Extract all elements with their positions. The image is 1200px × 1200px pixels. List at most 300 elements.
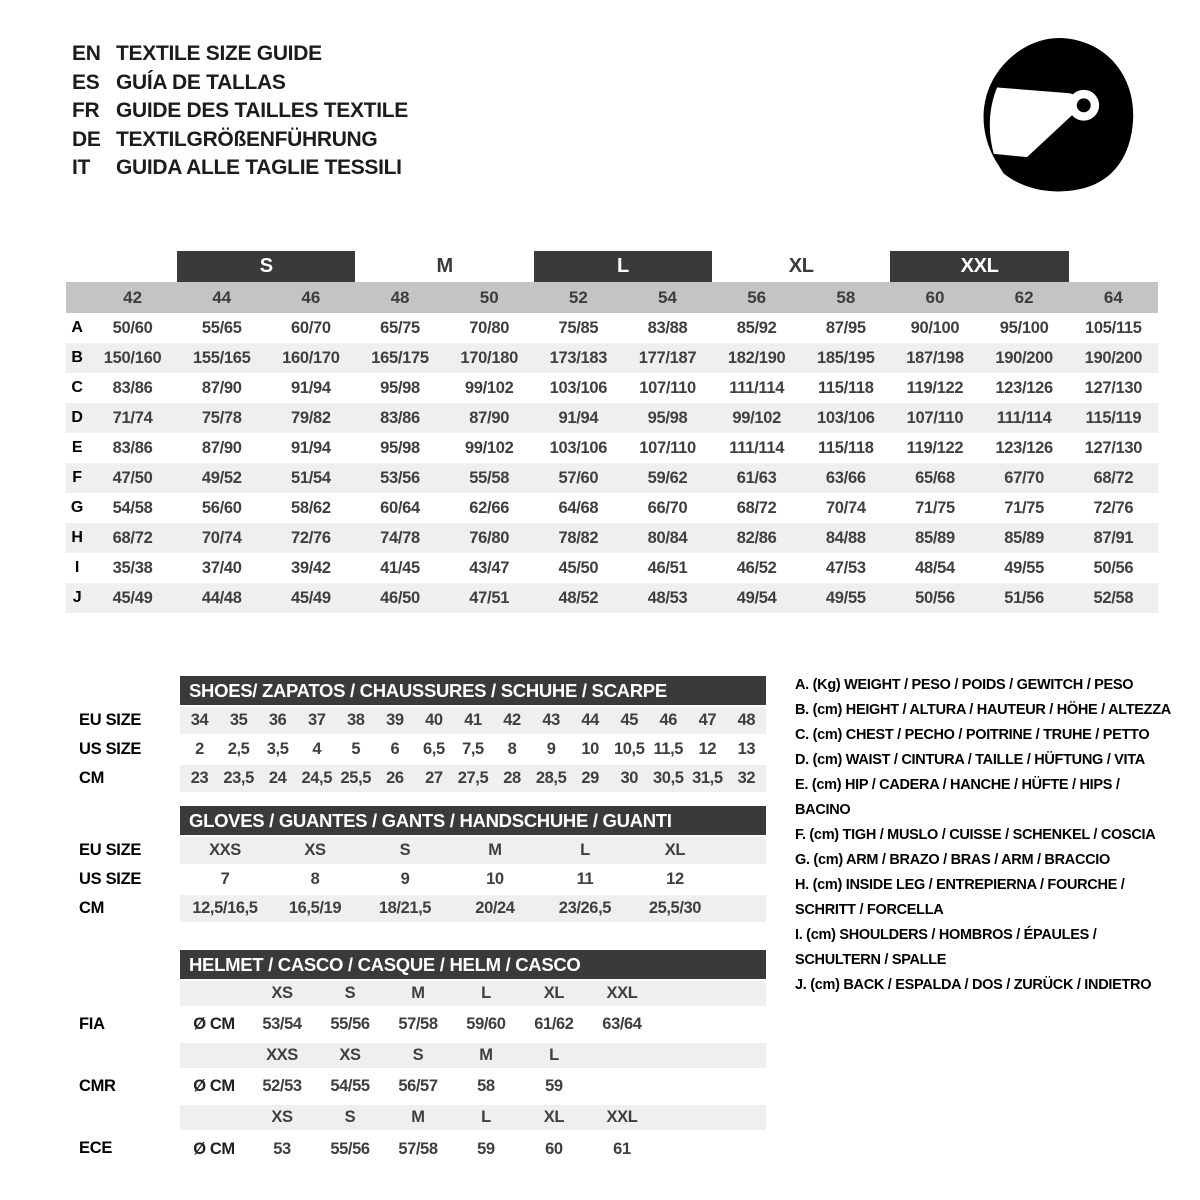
size-value: 115/119 [1069,403,1158,433]
cell: 2,5 [227,740,250,758]
cell: 18/21,5 [360,894,450,923]
cell: 45 [610,706,649,735]
size-value: 76/80 [445,523,534,553]
cell: 4 [312,740,322,758]
size-value: 72/76 [266,523,355,553]
lang-label: GUIDA ALLE TAGLIE TESSILI [116,156,402,179]
lang-code: IT [72,156,91,179]
helmet-value: 60 [545,1139,563,1158]
numeric-size-row [66,282,1158,313]
lang-label: GUÍA DE TALLAS [116,70,286,94]
lang-label: TEXTILGRÖßENFÜHRUNG [116,127,378,151]
standard-label: FIA [79,1015,105,1033]
measure-row-A [66,313,1158,343]
size-value: 165/175 [355,343,444,373]
size-value: 95/98 [623,403,712,433]
size-value: 107/110 [890,403,979,433]
cell: 13 [737,740,756,758]
size-value: 71/75 [915,498,955,517]
size-value: 82/86 [712,523,801,553]
size-value: 95/100 [999,318,1049,337]
helmet-value-row-fia [66,1007,766,1042]
cell: 8 [310,870,320,888]
size-value: 66/70 [647,498,688,517]
measure-row-C [66,373,1158,403]
legend-item: A. (Kg) WEIGHT / PESO / POIDS / GEWITCH / PESO [795,677,1134,693]
size-value: 107/110 [639,438,696,457]
measure-row-E [66,433,1158,463]
legend-item: I. (cm) SHOULDERS / HOMBROS / ÉPAULES / SCHULTERN / SPALLE [795,927,1097,968]
helmet-size: L [520,1042,588,1069]
size-row-eu-size [66,706,766,735]
unit-spacer [180,1104,248,1131]
size-value: 71/74 [88,403,177,433]
cell: L [540,836,630,865]
spacer [66,980,180,1007]
cell: 29 [571,764,610,793]
size-value: 90/100 [910,318,960,337]
size-value: 50/56 [890,583,979,613]
cell: 20/24 [450,894,540,923]
size-value: 91/94 [534,403,623,433]
size-value: 83/86 [112,438,153,457]
measure-row-I [66,553,1158,583]
unit-label: Ø CM [193,1139,235,1158]
size-value: 57/60 [534,463,623,493]
size-value: 95/98 [380,438,420,457]
size-value: 83/86 [355,403,444,433]
size-value: 74/78 [355,523,444,553]
size-value: 65/75 [380,318,420,337]
filler [656,1104,766,1131]
size-value: 103/106 [549,438,608,457]
size-value: 70/74 [825,498,866,517]
section-title: HELMET / CASCO / CASQUE / HELM / CASCO [180,950,766,980]
size-group-xl: XL [788,255,814,277]
cell: 27,5 [453,764,492,793]
unit-label: Ø CM [193,1015,235,1033]
helmet-value: 56/57 [398,1077,438,1095]
lang-code: DE [72,127,101,151]
size-value: 150/160 [88,343,177,373]
standard-label: CMR [79,1077,116,1095]
size-value: 60/64 [380,498,420,517]
cell: 5 [351,740,361,758]
size-row-cm [66,894,766,923]
size-value: 46/50 [355,583,444,613]
lang-code: FR [72,99,100,122]
numeric-size-54: 54 [623,282,712,313]
cell: 7,5 [462,740,484,758]
helmet-size: XL [520,1104,588,1131]
title-spacer [66,676,180,706]
cell: 28 [493,764,532,793]
size-value: 61/63 [712,463,801,493]
size-value: 103/106 [801,403,890,433]
size-value: 41/45 [380,558,420,577]
size-value: 55/58 [445,463,534,493]
row-letter: A [71,319,83,336]
size-value: 52/58 [1069,583,1158,613]
numeric-size-48: 48 [355,282,444,313]
size-value: 127/130 [1084,378,1143,397]
size-value: 51/54 [266,463,355,493]
cell: 37 [297,706,336,735]
numeric-size-42: 42 [88,282,177,313]
size-value: 45/50 [558,558,599,577]
helmet-size: M [452,1042,520,1069]
cell: 41 [453,706,492,735]
size-value: 115/118 [817,378,874,397]
size-value: 70/80 [469,318,510,337]
size-value: 45/49 [266,583,355,613]
cell: 30 [610,764,649,793]
size-value: 87/90 [445,403,534,433]
size-row-us-size [66,735,766,764]
helmet-table-wrap [66,950,766,1166]
helmet-size: XXL [588,1104,656,1131]
size-value: 70/74 [177,523,266,553]
section-title: SHOES/ ZAPATOS / CHAUSSURES / SCHUHE / SCARPE [180,676,766,706]
size-value: 105/115 [1085,318,1142,337]
lang-row-de [72,126,408,155]
standard-label: ECE [79,1139,113,1157]
filler [656,1069,766,1104]
numeric-size-52: 52 [534,282,623,313]
size-value: 49/52 [177,463,266,493]
lang-code: EN [72,42,101,65]
cell: 3,5 [266,740,289,758]
helmet-size: XXS [248,1042,316,1069]
size-value: 67/70 [980,463,1069,493]
helmet-value: 61/62 [534,1015,574,1033]
section-title-row [66,950,766,980]
helmet-value: 63/64 [602,1015,642,1033]
size-value: 54/58 [112,498,153,517]
row-label: EU SIZE [79,841,142,859]
cell: 42 [493,706,532,735]
gloves-table [66,806,766,924]
measure-row-D [66,403,1158,433]
size-value: 190/200 [1069,343,1158,373]
helmet-value: 61 [613,1139,631,1158]
legend-item: H. (cm) INSIDE LEG / ENTREPIERNA / FOURCHE / SCHRITT / FORCELLA [795,877,1125,918]
shoes-table [66,676,766,794]
row-letter: E [71,439,83,456]
size-value: 107/110 [639,378,696,397]
size-value: 46/52 [736,558,777,577]
helmet-size: S [316,1104,384,1131]
cell: 12 [666,870,684,888]
helmet-size: XS [316,1042,384,1069]
helmet-value [588,1069,656,1104]
section-title-row [66,676,766,706]
cell: 38 [336,706,375,735]
size-value: 60/70 [290,318,331,337]
size-row-cm [66,764,766,793]
size-value: 58/62 [290,498,331,517]
cell: 28,5 [532,764,571,793]
cell: 36 [258,706,297,735]
cell: 10,5 [613,740,645,758]
size-value: 48/54 [915,558,955,577]
cell: 43 [532,706,571,735]
row-letter: G [70,499,84,516]
cell: 39 [375,706,414,735]
helmet-size: S [316,980,384,1007]
size-value: 59/62 [623,463,712,493]
size-value: 170/180 [445,343,534,373]
numeric-size-44: 44 [177,282,266,313]
cell: 46 [649,706,688,735]
size-value: 83/88 [647,318,688,337]
measure-row-H [66,523,1158,553]
legend-item: F. (cm) TIGH / MUSLO / CUISSE / SCHENKEL / COSCIA [795,827,1156,843]
size-value: 84/88 [801,523,890,553]
helmet-size-strip-cmr [66,1042,766,1069]
helmet-value-row-ece [66,1131,766,1166]
size-value: 190/200 [980,343,1069,373]
size-value: 75/85 [558,318,599,337]
helmet-value: 57/58 [398,1015,438,1033]
helmet-value: 58 [477,1077,495,1095]
size-value: 119/122 [906,438,964,457]
numeric-size-58: 58 [801,282,890,313]
size-group-s: S [177,251,355,282]
size-value: 50/56 [1093,558,1134,577]
size-value: 91/94 [290,378,331,397]
size-value: 99/102 [712,403,801,433]
size-value: 185/195 [801,343,890,373]
cell: 25,5/30 [630,894,720,923]
row-letter: I [74,559,80,576]
cell: 47 [688,706,727,735]
unit-spacer [180,980,248,1007]
numeric-size-62: 62 [980,282,1069,313]
helmet-size: M [384,1104,452,1131]
helmet-size: XS [248,1104,316,1131]
helmet-value: 54/55 [330,1077,370,1095]
racing-helmet-icon [976,30,1138,200]
helmet-value: 53 [273,1139,291,1158]
helmet-value: 55/56 [330,1015,370,1033]
size-value: 83/86 [112,378,153,397]
size-value: 48/53 [623,583,712,613]
measurement-legend [795,673,1177,998]
size-value: 111/114 [729,378,785,397]
main-size-table-wrap [66,251,1158,613]
size-value: 85/89 [980,523,1069,553]
unit-label: Ø CM [193,1077,235,1095]
measure-row-J [66,583,1158,613]
row-letter: F [66,463,88,493]
cell: 8 [507,740,517,758]
size-value: 87/90 [201,438,242,457]
helmet-size: M [384,980,452,1007]
row-label: US SIZE [79,740,142,758]
cell: M [450,836,540,865]
section-title: GLOVES / GUANTES / GANTS / HANDSCHUHE / GUANTI [180,806,766,836]
filler [720,836,766,865]
row-label: CM [79,769,105,787]
size-value: 56/60 [201,498,242,517]
cell: 2 [195,740,204,758]
size-value: 173/183 [534,343,623,373]
size-value: 75/78 [177,403,266,433]
size-value: 160/170 [266,343,355,373]
size-value: 62/66 [469,498,510,517]
cell: 9 [400,870,410,888]
legend-item: G. (cm) ARM / BRAZO / BRAS / ARM / BRACCIO [795,852,1110,868]
cell: 27 [414,764,453,793]
cell: 30,5 [649,764,688,793]
cell: 6,5 [423,740,445,758]
size-group-m: M [436,255,453,277]
measure-row-F [66,463,1158,493]
measure-row-B [66,343,1158,373]
language-list [72,40,408,183]
unit-spacer [180,1042,248,1069]
size-value: 87/90 [201,378,242,397]
size-value: 177/187 [623,343,712,373]
size-value: 64/68 [558,498,599,517]
helmet-size [588,1042,656,1069]
cell: 6 [390,740,400,758]
legend-item: E. (cm) HIP / CADERA / HANCHE / HÜFTE / HIPS / BACINO [795,777,1120,818]
size-value: 43/47 [469,558,510,577]
numeric-size-50: 50 [445,282,534,313]
size-group-spacer [1069,251,1158,282]
row-letter: J [66,583,88,613]
filler [656,1131,766,1166]
helmet-size-strip-fia [66,980,766,1007]
size-value: 123/126 [995,438,1053,457]
size-value: 187/198 [890,343,979,373]
row-label: US SIZE [79,870,142,888]
row-letter: B [66,343,88,373]
filler [720,865,766,894]
size-value: 103/106 [549,378,608,397]
legend-item: B. (cm) HEIGHT / ALTURA / HAUTEUR / HÖHE / ALTEZZA [795,702,1171,718]
cell: 24 [258,764,297,793]
measure-row-G [66,493,1158,523]
lang-row-it [72,154,408,183]
cell: S [360,836,450,865]
size-value: 123/126 [995,378,1053,397]
cell: 31,5 [688,764,727,793]
helmet-value: 52/53 [262,1077,302,1095]
size-value: 111/114 [729,438,785,457]
size-value: 68/72 [88,523,177,553]
cell: 24,5 [297,764,336,793]
size-value: 91/94 [290,438,331,457]
cell: 9 [546,740,556,758]
cell: XL [630,836,720,865]
cell: XS [270,836,360,865]
size-value: 99/102 [464,438,514,457]
row-letter: H [66,523,88,553]
numeric-size-46: 46 [266,282,355,313]
helmet-value: 53/54 [262,1015,302,1033]
helmet-value: 59/60 [466,1015,506,1033]
filler [656,980,766,1007]
lang-row-fr [72,97,408,126]
size-value: 49/54 [712,583,801,613]
cell: 44 [571,706,610,735]
size-value: 155/165 [177,343,266,373]
lang-row-es [72,69,408,98]
cell: 48 [727,706,766,735]
size-value: 79/82 [266,403,355,433]
size-value: 87/95 [825,318,866,337]
helmet-value: 57/58 [398,1139,438,1158]
size-value: 95/98 [380,378,420,397]
size-value: 65/68 [890,463,979,493]
helmet-size: L [452,980,520,1007]
cell: 35 [219,706,258,735]
cell: 10 [486,870,504,888]
size-value: 85/92 [736,318,777,337]
legend-item: D. (cm) WAIST / CINTURA / TAILLE / HÜFTUNG / VITA [795,752,1145,768]
size-value: 51/56 [980,583,1069,613]
cell: 25,5 [336,764,375,793]
cell: 23 [180,764,219,793]
cell: 10 [581,740,599,758]
size-value: 47/53 [825,558,866,577]
row-letter: D [66,403,88,433]
size-value: 48/52 [534,583,623,613]
helmet-value: 59 [545,1077,563,1095]
size-value: 55/65 [201,318,242,337]
size-value: 71/75 [1004,498,1045,517]
size-value: 39/42 [290,558,331,577]
helmet-size: L [452,1104,520,1131]
main-size-table [66,251,1158,613]
size-value: 50/60 [112,318,153,337]
row-label: CM [79,899,105,917]
size-value: 37/40 [201,558,242,577]
cell: XXS [180,836,270,865]
helmet-size-strip-ece [66,1104,766,1131]
size-value: 111/114 [980,403,1069,433]
title-spacer [66,950,180,980]
lang-label: TEXTILE SIZE GUIDE [116,42,322,65]
size-row-us-size [66,865,766,894]
size-value: 45/49 [88,583,177,613]
title-spacer [66,806,180,836]
helmet-value: 59 [477,1139,495,1158]
legend-item: J. (cm) BACK / ESPALDA / DOS / ZURÜCK / INDIETRO [795,977,1152,993]
filler [720,894,766,923]
size-value: 115/118 [817,438,874,457]
size-value: 99/102 [464,378,514,397]
helmet-size: XXL [588,980,656,1007]
cell: 12 [698,740,717,758]
cell: 16,5/19 [270,894,360,923]
size-value: 53/56 [355,463,444,493]
size-value: 182/190 [712,343,801,373]
cell: 7 [220,870,230,888]
size-value: 68/72 [736,498,777,517]
corner-cell [66,282,88,313]
cell: 23/26,5 [540,894,630,923]
cell: 32 [727,764,766,793]
size-value: 80/84 [623,523,712,553]
size-value: 127/130 [1084,438,1143,457]
size-value: 72/76 [1093,498,1134,517]
size-row-eu-size [66,836,766,865]
size-group-l: L [534,251,712,282]
